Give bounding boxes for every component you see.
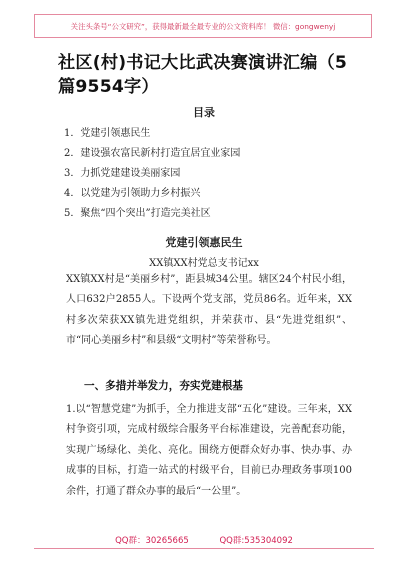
toc-item[interactable]: 2．建设强农富民新村打造宜居宜业家园	[64, 148, 241, 159]
promo-banner: 关注头条号“公文研究”，获得最新最全最专业的公文资料库！ 微信：gongwenyj	[34, 14, 372, 38]
footer-divider	[34, 548, 374, 549]
toc-heading: 目录	[193, 106, 215, 119]
qq-group-1: QQ群：30265665	[115, 536, 189, 546]
toc-item[interactable]: 3．力抓党建建设美丽家园	[64, 168, 181, 179]
table-of-contents	[64, 124, 240, 224]
body-paragraph: 1.以“智慧党建”为抓手，全力推进支部“五化”建设。三年来，XX村争资引项，完成村级综合服务平台标准建设，完善配套功能，实现广场绿化、美化、亮化。围绕方便群众好办事、快办事、办成事的目标，打造一站式的村级平台，目前已办理政务事项100余件，打通了群众办事的最后“一公里”。	[66, 404, 352, 497]
toc-item[interactable]: 1．党建引领惠民生	[64, 128, 151, 139]
section-subheading: 一、多措并举发力，夯实党建根基	[84, 380, 243, 392]
toc-item[interactable]: 4．以党建为引领助力乡村振兴	[64, 188, 201, 199]
footer-contacts	[0, 534, 408, 546]
document-title: 社区(村)书记大比武决赛演讲汇编（5 篇9554字）	[58, 53, 348, 97]
toc-item[interactable]: 5．聚焦“四个突出”打造完美社区	[64, 208, 211, 219]
body-paragraph: XX镇XX村是“美丽乡村”，距县城34公里。辖区24个村民小组，人口632户2855人。下设两个党支部，党员86名。近年来，XX村多次荣获XX镇先进党组织，并荣获市、县“先进党组织”、市“同心美丽乡村”和县级“文明村”等荣誉称号。	[66, 274, 352, 347]
section-title: 党建引领惠民生	[165, 236, 243, 249]
author-byline: XX镇XX村党总支书记xx	[149, 258, 259, 269]
qq-group-2: QQ群:535304092	[219, 536, 293, 546]
